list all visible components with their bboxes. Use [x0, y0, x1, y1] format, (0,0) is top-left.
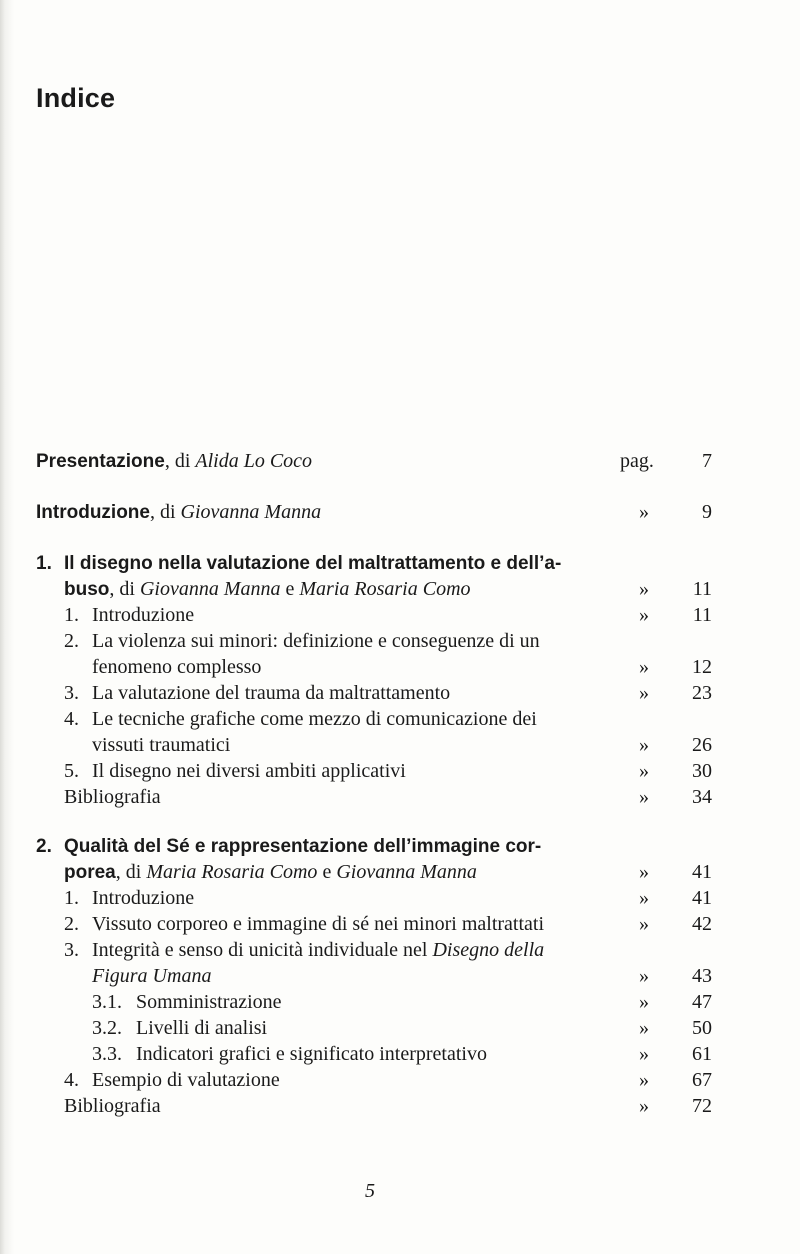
page-number: 12 [692, 656, 712, 678]
entry-separator: , di [115, 861, 147, 883]
page-number: 67 [692, 1069, 712, 1091]
ditto-mark: » [639, 1069, 649, 1091]
ditto-mark: » [639, 1017, 649, 1039]
chapter-number: 1. [36, 553, 52, 574]
bibliography-label: Bibliografia [64, 1095, 161, 1117]
page-number: 11 [692, 604, 712, 626]
ditto-mark: » [639, 604, 649, 626]
ditto-mark: » [639, 578, 649, 600]
toc-bibliography [36, 1093, 712, 1119]
toc-section-cont [36, 963, 712, 989]
ditto-mark: » [639, 656, 649, 678]
page-number: 43 [692, 965, 712, 987]
toc-section [36, 937, 712, 963]
entry-author: Maria Rosaria Como [146, 861, 318, 883]
page-ref-label: pag. [620, 450, 654, 472]
chapter-number: 2. [36, 836, 52, 857]
page-number: 41 [692, 861, 712, 883]
section-number: 2. [64, 630, 79, 652]
subsection-number: 3.3. [92, 1043, 122, 1065]
page-number: 34 [692, 786, 712, 808]
page-number: 11 [692, 578, 712, 600]
subsection-number: 3.1. [92, 991, 122, 1013]
entry-title: Introduzione [36, 502, 150, 523]
ditto-mark: » [639, 887, 649, 909]
toc-subsection [36, 1015, 712, 1041]
section-title: Introduzione [92, 604, 195, 626]
toc-subsection [36, 989, 712, 1015]
toc-bibliography [36, 784, 712, 810]
page-title: Indice [36, 83, 116, 113]
ditto-mark: » [639, 1095, 649, 1117]
bibliography-label: Bibliografia [64, 786, 161, 808]
toc-section [36, 758, 712, 784]
page-number: 72 [692, 1095, 712, 1117]
entry-separator: , di [109, 578, 140, 600]
toc-section-cont [36, 732, 712, 758]
section-title: Esempio di valutazione [92, 1069, 280, 1091]
toc-section-cont [36, 654, 712, 680]
ditto-mark: » [639, 501, 649, 523]
section-number: 4. [64, 1069, 79, 1091]
entry-title: Presentazione [36, 451, 165, 472]
chapter-title-cont: buso [64, 579, 110, 600]
page-number: 7 [702, 450, 712, 472]
ditto-mark: » [639, 682, 649, 704]
chapter-title-cont: porea [64, 862, 116, 883]
toc-entry-presentazione [36, 448, 712, 474]
section-title-cont: fenomeno complesso [92, 656, 262, 678]
section-title: La violenza sui minori: definizione e conseguenze di un [92, 630, 540, 652]
subsection-title: Somministrazione [136, 991, 282, 1013]
ditto-mark: » [639, 1043, 649, 1065]
page-number: 61 [692, 1043, 712, 1065]
page-number: 26 [692, 734, 712, 756]
toc-section [36, 706, 712, 732]
page-number: 41 [692, 887, 712, 909]
section-number: 2. [64, 913, 79, 935]
section-title: La valutazione del trauma da maltrattamento [92, 682, 451, 704]
page-number: 30 [692, 760, 712, 782]
subsection-title: Indicatori grafici e significato interpretativo [136, 1043, 487, 1065]
section-title: Integrità e senso di unicità individuale nel [92, 939, 433, 961]
toc-section [36, 885, 712, 911]
toc-subsection [36, 1041, 712, 1067]
entry-author: Alida Lo Coco [195, 450, 313, 472]
footer-page-number: 5 [365, 1180, 375, 1202]
toc-chapter-1-title-line1 [36, 550, 712, 576]
section-number: 1. [64, 604, 79, 626]
entry-conjunction: e [317, 861, 337, 883]
entry-author: Giovanna Manna [139, 578, 281, 600]
toc-chapter-1-title-line2 [36, 576, 712, 602]
toc-section [36, 628, 712, 654]
section-title-italic: Disegno della [432, 939, 545, 961]
toc-chapter-2-title-line2 [36, 859, 712, 885]
section-number: 1. [64, 887, 79, 909]
subsection-number: 3.2. [92, 1017, 122, 1039]
toc-section [36, 602, 712, 628]
toc-section [36, 1067, 712, 1093]
page-number: 47 [692, 991, 712, 1013]
section-number: 3. [64, 939, 79, 961]
page-number: 9 [702, 501, 712, 523]
ditto-mark: » [639, 991, 649, 1013]
page-number: 42 [692, 913, 712, 935]
entry-author: Giovanna Manna [180, 501, 322, 523]
chapter-title: Qualità del Sé e rappresentazione dell’immagine cor- [64, 836, 542, 857]
entry-separator: , di [149, 501, 181, 523]
subsection-title: Livelli di analisi [136, 1017, 268, 1039]
toc-chapter-2-title-line1 [36, 833, 712, 859]
entry-author: Maria Rosaria Como [299, 578, 471, 600]
section-title: Introduzione [92, 887, 195, 909]
section-title: Il disegno nei diversi ambiti applicativi [92, 760, 406, 782]
section-number: 5. [64, 760, 79, 782]
section-title: Le tecniche grafiche come mezzo di comunicazione dei [92, 708, 537, 730]
toc-section [36, 680, 712, 706]
entry-separator: , di [164, 450, 196, 472]
entry-author: Giovanna Manna [336, 861, 477, 883]
toc-section [36, 911, 712, 937]
section-title-cont: vissuti traumatici [92, 734, 231, 756]
page-number: 23 [692, 682, 712, 704]
section-title-cont: Figura Umana [92, 965, 212, 987]
section-number: 4. [64, 708, 79, 730]
ditto-mark: » [639, 861, 649, 883]
toc-entry-introduzione [36, 499, 712, 525]
ditto-mark: » [639, 913, 649, 935]
chapter-title: Il disegno nella valutazione del maltrattamento e dell’a- [64, 553, 562, 574]
ditto-mark: » [639, 786, 649, 808]
entry-conjunction: e [280, 578, 300, 600]
page-number: 50 [692, 1017, 712, 1039]
ditto-mark: » [639, 734, 649, 756]
section-title: Vissuto corporeo e immagine di sé nei minori maltrattati [92, 913, 545, 935]
section-number: 3. [64, 682, 79, 704]
ditto-mark: » [639, 760, 649, 782]
ditto-mark: » [639, 965, 649, 987]
